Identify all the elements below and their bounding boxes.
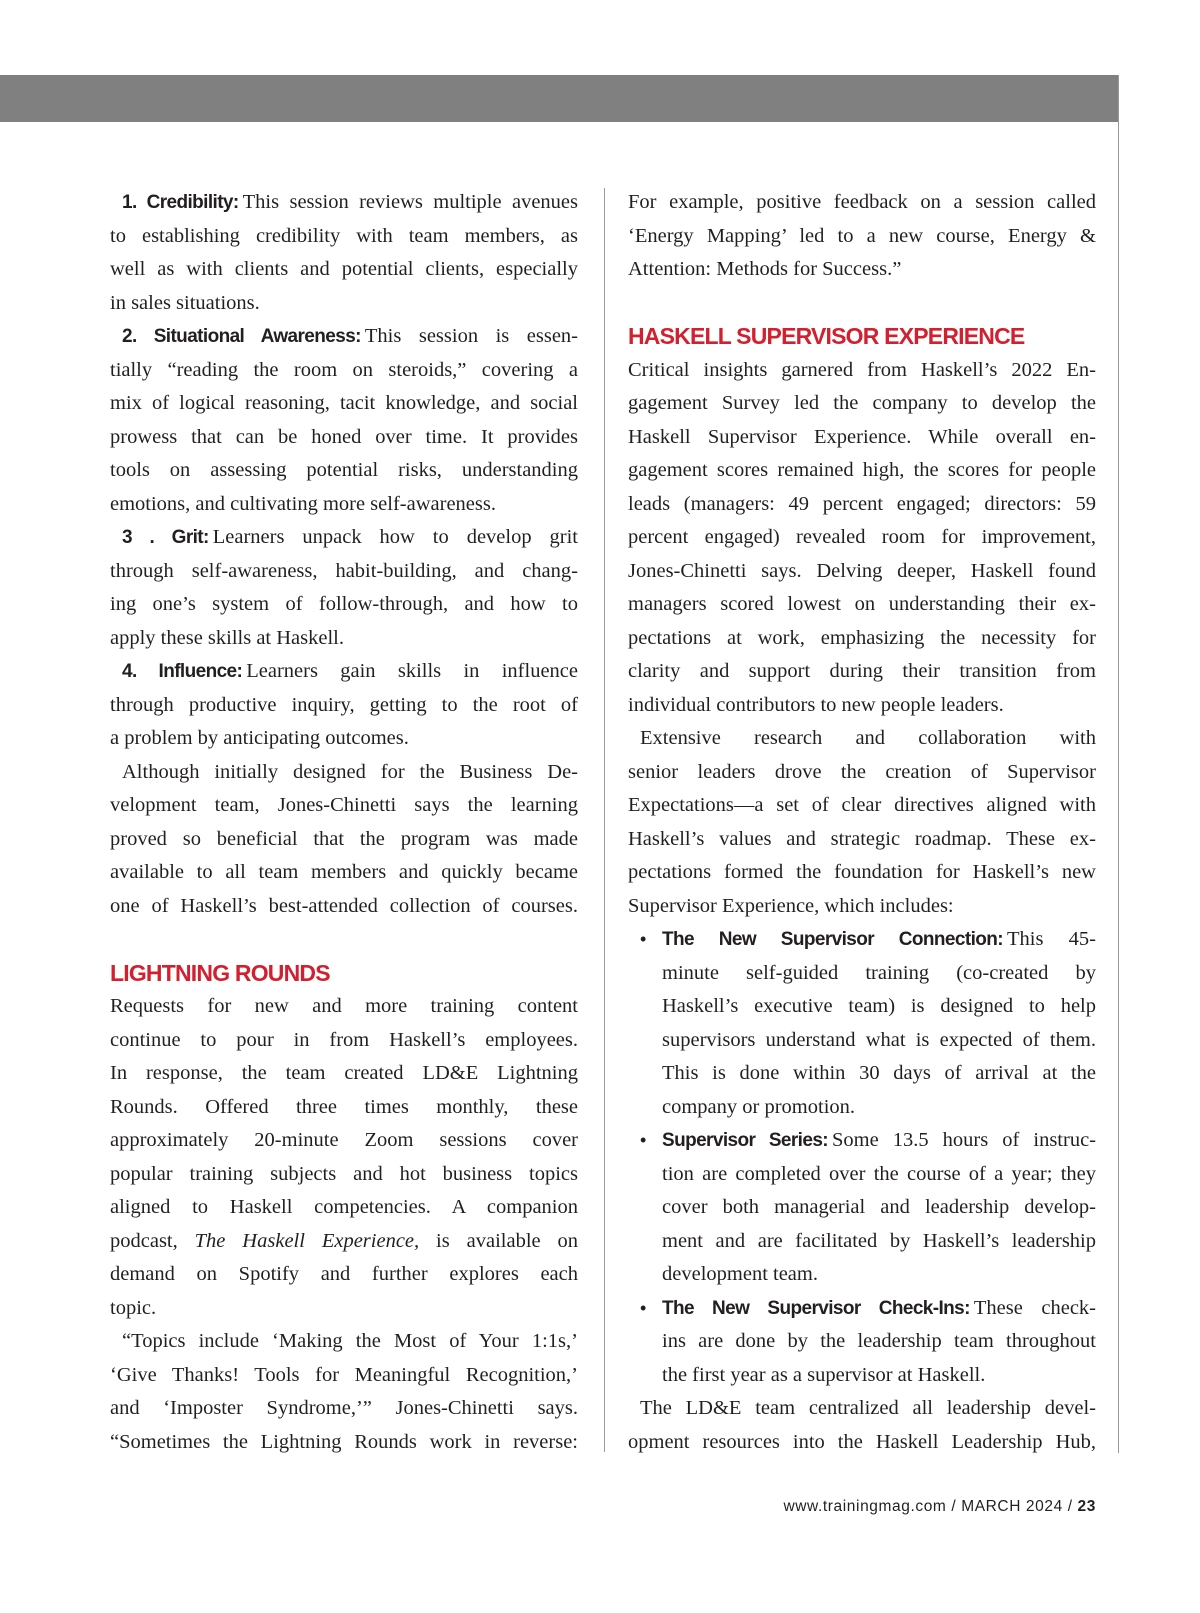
line-text: tools on assessing potential risks, understanding: [110, 459, 578, 481]
text-line: [110, 722, 578, 756]
line-content: [628, 488, 1096, 522]
left-column: [110, 186, 578, 1459]
line-text: pectations formed the foundation for Haskell’s new: [628, 861, 1096, 883]
blank-line: [628, 287, 1096, 321]
line-content: [628, 421, 1096, 455]
line-content: [662, 1191, 1096, 1225]
footer-website: www.trainingmag.com: [783, 1498, 947, 1515]
line-content: [628, 722, 1096, 756]
text-line: [628, 957, 1096, 991]
text-line: [628, 454, 1096, 488]
line-text: supervisors understand what is expected of them.: [662, 1028, 1096, 1051]
lead-in-label: Supervisor Series:: [662, 1130, 829, 1151]
text-line: [628, 789, 1096, 823]
text-line: [628, 756, 1096, 790]
text-line: [110, 186, 578, 220]
line-content: [628, 186, 1096, 220]
text-line: [628, 521, 1096, 555]
line-text: In response, the team created LD&E Lightning: [110, 1062, 578, 1084]
line-text: development team.: [662, 1263, 818, 1285]
line-content: [662, 1124, 1096, 1158]
line-text: ‘Energy Mapping’ led to a new course, Energy &: [628, 224, 1096, 247]
text-line: [110, 1057, 578, 1091]
line-text: ins are done by the leadership team throughout: [662, 1330, 1096, 1352]
text-line: [628, 622, 1096, 656]
header-band: [0, 75, 1118, 122]
line-text: continue to pour in from Haskell’s employees.: [110, 1028, 578, 1051]
text-line: [110, 220, 578, 254]
line-text: a problem by anticipating outcomes.: [110, 727, 409, 749]
line-content: [110, 1158, 578, 1192]
line-content: [662, 1292, 1096, 1326]
text-line: [628, 1392, 1096, 1426]
line-content: [662, 957, 1096, 991]
line-content: [628, 354, 1096, 388]
line-content: [110, 756, 578, 790]
text-line: [628, 823, 1096, 857]
line-text: Jones-Chinetti says. Delving deeper, Haskell found: [628, 559, 1096, 582]
text-line: [628, 588, 1096, 622]
bullet-icon: •: [640, 929, 647, 949]
line-content: [628, 521, 1096, 555]
line-text: ‘Give Thanks! Tools for Meaningful Recognition,’: [110, 1363, 578, 1386]
text-line: [628, 220, 1096, 254]
line-content: [110, 1091, 578, 1125]
line-text: podcast,: [110, 1229, 195, 1252]
text-line: [628, 856, 1096, 890]
text-line: [110, 1091, 578, 1125]
line-content: [628, 588, 1096, 622]
line-text: company or promotion.: [662, 1095, 856, 1118]
page-footer: [783, 1498, 1096, 1516]
line-content: [628, 823, 1096, 857]
line-content: [110, 823, 578, 857]
line-text: “Sometimes the Lightning Rounds work in reverse:: [110, 1430, 578, 1453]
text-line: [628, 1057, 1096, 1091]
line-content: [662, 990, 1096, 1024]
line-text: Learners gain skills in influence: [246, 660, 578, 682]
line-text: to establishing credibility with team members, as: [110, 224, 578, 247]
column-divider: [604, 188, 605, 1452]
podcast-title: The Haskell Experience,: [194, 1229, 420, 1252]
line-content: [110, 1057, 578, 1091]
line-text: Some 13.5 hours of instruc-: [832, 1129, 1096, 1151]
line-text: Supervisor Experience, which includes:: [628, 894, 954, 917]
line-content: [110, 320, 578, 354]
line-text: and ‘Imposter Syndrome,’” Jones-Chinetti says.: [110, 1397, 578, 1419]
line-content: [662, 1359, 1096, 1393]
line-text: Haskell’s values and strategic roadmap. These ex-: [628, 827, 1096, 850]
line-content: [628, 856, 1096, 890]
line-content: [662, 1325, 1096, 1359]
line-content: [628, 622, 1096, 656]
line-content: [628, 220, 1096, 254]
line-content: [110, 1325, 578, 1359]
text-line: [628, 1325, 1096, 1359]
text-line: [110, 789, 578, 823]
text-line: [628, 890, 1096, 924]
line-text: Rounds. Offered three times monthly, these: [110, 1095, 578, 1118]
page-edge-rule: [1118, 75, 1119, 1453]
line-text: prowess that can be honed over time. It provides: [110, 425, 578, 448]
line-text: ing one’s system of follow-through, and how to: [110, 593, 578, 615]
line-text: For example, positive feedback on a session called: [628, 191, 1096, 213]
line-content: [662, 923, 1096, 957]
text-line: [110, 1024, 578, 1058]
line-text: through self-awareness, habit-building, and chang-: [110, 559, 578, 582]
line-content: [110, 856, 578, 890]
line-content: [110, 1392, 578, 1426]
lead-in-label: 1. Credibility:: [122, 192, 239, 213]
line-text: senior leaders drove the creation of Supervisor: [628, 760, 1096, 783]
line-text: Learners unpack how to develop grit: [212, 526, 579, 548]
line-text: The LD&E team centralized all leadership devel-: [640, 1397, 1096, 1419]
text-line: [110, 488, 578, 522]
line-content: [110, 488, 578, 522]
text-line: [110, 1426, 578, 1460]
text-line: [628, 1292, 1096, 1326]
text-line: [628, 689, 1096, 723]
line-text: popular training subjects and hot business topics: [110, 1162, 578, 1185]
line-text: opment resources into the Haskell Leadership Hub,: [628, 1430, 1096, 1453]
line-text: approximately 20-minute Zoom sessions cover: [110, 1129, 578, 1151]
text-line: [628, 387, 1096, 421]
line-text: This session is essen-: [364, 325, 579, 347]
line-content: [110, 655, 578, 689]
text-line: [110, 1359, 578, 1393]
line-content: [662, 1024, 1096, 1058]
text-line: [110, 1158, 578, 1192]
section-heading: [110, 957, 578, 991]
line-text: HASKELL SUPERVISOR EXPERIENCE: [628, 323, 1025, 349]
line-content: [110, 287, 578, 321]
text-line: [110, 823, 578, 857]
text-line: [628, 253, 1096, 287]
line-content: [110, 354, 578, 388]
line-text: Haskell Supervisor Experience. While overall en-: [628, 425, 1096, 448]
text-line: [628, 1024, 1096, 1058]
line-text: Requests for new and more training content: [110, 995, 578, 1017]
line-content: [110, 1191, 578, 1225]
text-line: [110, 421, 578, 455]
line-text: velopment team, Jones-Chinetti says the learning: [110, 794, 578, 816]
section-heading: [628, 320, 1096, 354]
line-text: This session reviews multiple avenues: [242, 191, 579, 213]
line-text: apply these skills at Haskell.: [110, 626, 344, 649]
line-content: [110, 1024, 578, 1058]
footer-separator: /: [1062, 1498, 1078, 1515]
footer-separator: /: [946, 1498, 962, 1515]
text-line: [628, 1359, 1096, 1393]
text-line: [110, 655, 578, 689]
bullet-icon: •: [640, 1297, 647, 1318]
text-line: [628, 722, 1096, 756]
line-content: [110, 722, 578, 756]
line-text: minute self-guided training (co-created by: [662, 961, 1096, 984]
text-line: [110, 622, 578, 656]
line-content: [662, 1057, 1096, 1091]
line-text: mix of logical reasoning, tacit knowledge, and social: [110, 392, 578, 414]
lead-in-label: The New Supervisor Check-Ins:: [662, 1297, 970, 1319]
line-text: tially “reading the room on steroids,” covering a: [110, 358, 578, 381]
text-line: [110, 1292, 578, 1326]
line-content: [628, 689, 1096, 723]
text-line: [110, 287, 578, 321]
line-content: [628, 655, 1096, 689]
text-line: [628, 655, 1096, 689]
bullet-icon: •: [640, 1130, 647, 1150]
line-content: [110, 186, 578, 220]
lead-in-label: The New Supervisor Connection:: [662, 929, 1004, 950]
text-line: [110, 555, 578, 589]
line-text: topic.: [110, 1296, 157, 1319]
text-line: [628, 1426, 1096, 1460]
line-text: ment and are facilitated by Haskell’s leadership: [662, 1229, 1096, 1252]
line-content: [110, 689, 578, 723]
line-text: individual contributors to new people leaders.: [628, 693, 1004, 716]
blank-line: [110, 923, 578, 957]
line-content: [628, 789, 1096, 823]
text-line: [628, 354, 1096, 388]
text-line: [110, 588, 578, 622]
line-text: managers scored lowest on understanding their ex-: [628, 593, 1096, 615]
text-line: [110, 454, 578, 488]
line-text: cover both managerial and leadership develop-: [662, 1196, 1096, 1218]
right-column: [628, 186, 1096, 1459]
line-content: [110, 588, 578, 622]
line-text: This is done within 30 days of arrival at the: [662, 1062, 1096, 1084]
line-text: demand on Spotify and further explores each: [110, 1263, 578, 1285]
line-content: [110, 454, 578, 488]
text-line: [628, 1091, 1096, 1125]
text-line: [628, 1258, 1096, 1292]
text-line: [110, 1225, 578, 1259]
line-text: available to all team members and quickly became: [110, 861, 578, 883]
line-content: [628, 253, 1096, 287]
text-line: [110, 354, 578, 388]
line-content: [628, 890, 1096, 924]
line-text: gagement Survey led the company to develop the: [628, 392, 1096, 414]
text-line: [110, 856, 578, 890]
line-text: gagement scores remained high, the scores for people: [628, 459, 1096, 481]
page-number: 23: [1077, 1498, 1096, 1515]
line-text: aligned to Haskell competencies. A companion: [110, 1196, 578, 1218]
text-line: [628, 1124, 1096, 1158]
line-text: leads (managers: 49 percent engaged; directors: 59: [628, 492, 1096, 515]
line-content: [110, 220, 578, 254]
line-content: [110, 1225, 578, 1259]
line-content: [110, 555, 578, 589]
line-text: This 45-: [1007, 928, 1096, 950]
text-line: [628, 488, 1096, 522]
line-text: Attention: Methods for Success.”: [628, 258, 902, 280]
text-line: [628, 186, 1096, 220]
line-content: [628, 756, 1096, 790]
text-line: [628, 1191, 1096, 1225]
text-line: [628, 555, 1096, 589]
text-line: [110, 1325, 578, 1359]
line-content: [110, 890, 578, 924]
line-content: [110, 1359, 578, 1393]
line-content: [110, 521, 578, 555]
line-text: clarity and support during their transition from: [628, 660, 1096, 682]
line-text: These check-: [973, 1296, 1096, 1319]
lead-in-label: 4. Influence:: [122, 661, 243, 682]
footer-issue-date: MARCH 2024: [961, 1498, 1063, 1515]
line-content: [628, 555, 1096, 589]
line-content: [628, 1426, 1096, 1460]
line-text: Critical insights garnered from Haskell’s 2022 En-: [628, 358, 1096, 381]
line-content: [628, 454, 1096, 488]
line-content: [628, 320, 1096, 354]
text-line: [110, 890, 578, 924]
line-text: Expectations—a set of clear directives aligned with: [628, 794, 1096, 816]
line-content: [110, 622, 578, 656]
lead-in-label: 2. Situational Awareness:: [122, 326, 361, 347]
line-text: well as with clients and potential clients, especially: [110, 258, 578, 280]
text-line: [110, 1258, 578, 1292]
line-text: one of Haskell’s best-attended collection of courses.: [110, 894, 578, 917]
line-content: [110, 387, 578, 421]
line-text: through productive inquiry, getting to the root of: [110, 693, 578, 716]
text-line: [110, 1124, 578, 1158]
text-line: [110, 1392, 578, 1426]
line-text: pectations at work, emphasizing the necessity for: [628, 626, 1096, 649]
line-content: [662, 1225, 1096, 1259]
line-text: Extensive research and collaboration with: [640, 727, 1096, 749]
text-line: [110, 253, 578, 287]
line-content: [110, 1426, 578, 1460]
line-text: Haskell’s executive team) is designed to help: [662, 995, 1096, 1017]
line-text: is available on: [419, 1229, 579, 1252]
text-line: [628, 1225, 1096, 1259]
line-content: [110, 1124, 578, 1158]
line-text: in sales situations.: [110, 291, 260, 314]
text-line: [110, 990, 578, 1024]
text-line: [628, 421, 1096, 455]
line-content: [110, 1292, 578, 1326]
line-content: [110, 253, 578, 287]
line-text: “Topics include ‘Making the Most of Your 1:1s,’: [122, 1330, 578, 1352]
line-text: Although initially designed for the Business De-: [122, 760, 578, 783]
line-text: percent engaged) revealed room for improvement,: [628, 526, 1096, 548]
text-line: [110, 320, 578, 354]
text-line: [110, 1191, 578, 1225]
line-text: tion are completed over the course of a year; they: [662, 1162, 1096, 1185]
line-content: [110, 990, 578, 1024]
text-line: [110, 689, 578, 723]
line-content: [110, 421, 578, 455]
lead-in-label: 3 . Grit:: [122, 527, 209, 548]
line-text: LIGHTNING ROUNDS: [110, 959, 330, 986]
line-text: emotions, and cultivating more self-awareness.: [110, 492, 496, 515]
line-content: [628, 1392, 1096, 1426]
line-text: the first year as a supervisor at Haskell.: [662, 1363, 986, 1386]
line-content: [110, 1258, 578, 1292]
line-text: proved so beneficial that the program was made: [110, 827, 578, 850]
text-line: [628, 1158, 1096, 1192]
line-content: [628, 387, 1096, 421]
text-line: [110, 756, 578, 790]
line-content: [110, 957, 578, 991]
line-content: [662, 1091, 1096, 1125]
line-content: [662, 1158, 1096, 1192]
line-content: [110, 789, 578, 823]
text-line: [110, 521, 578, 555]
line-content: [662, 1258, 1096, 1292]
text-line: [628, 923, 1096, 957]
text-line: [110, 387, 578, 421]
text-line: [628, 990, 1096, 1024]
